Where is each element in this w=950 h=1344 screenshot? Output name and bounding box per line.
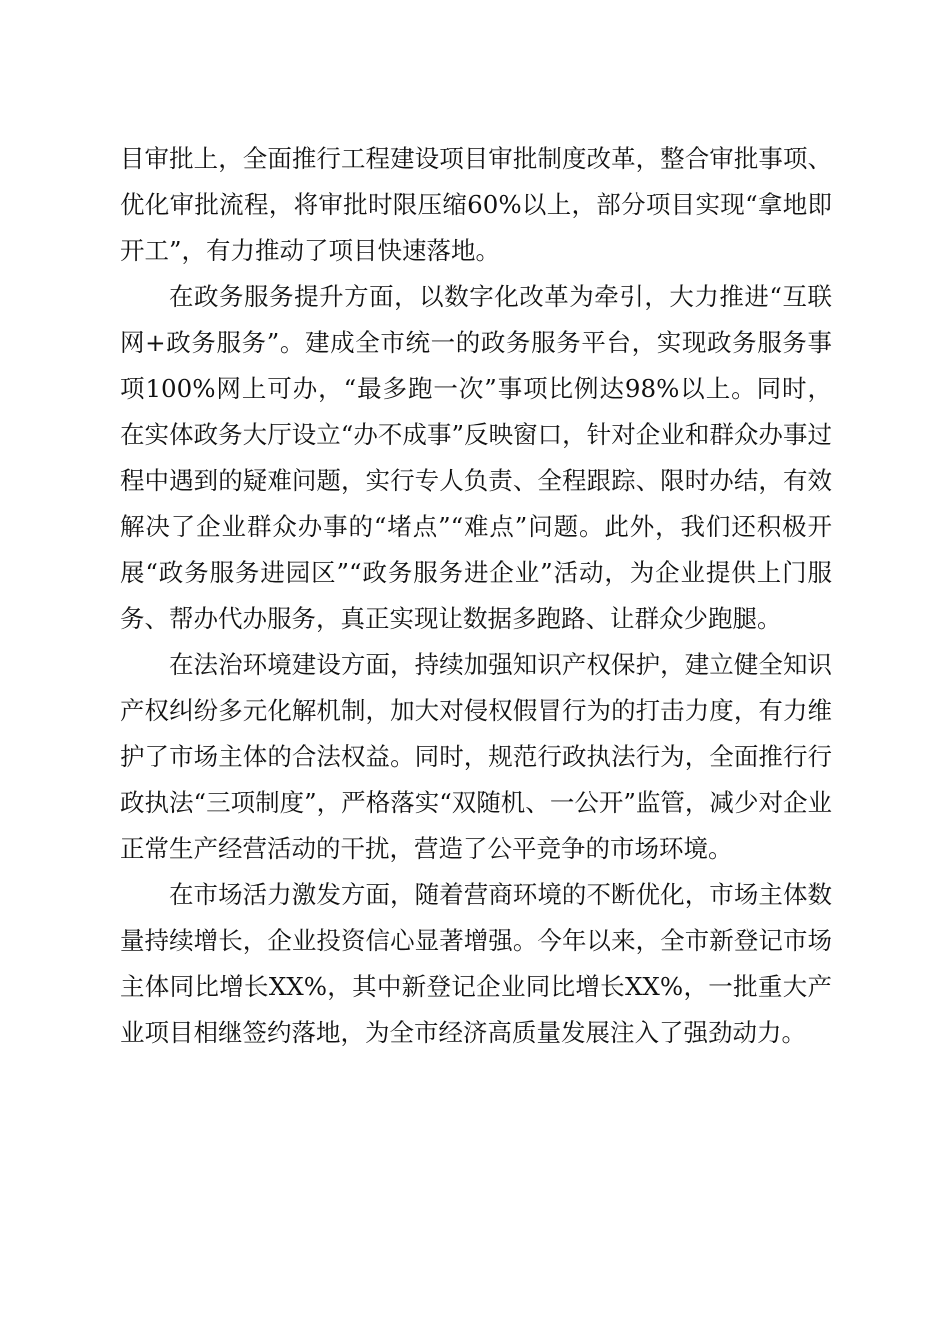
document-body xyxy=(120,136,832,1056)
paragraph-project-approval: 目审批上，全面推行工程建设项目审批制度改革，整合审批事项、优化审批流程，将审批时限压缩60%以上，部分项目实现“拿地即开工”，有力推动了项目快速落地。 xyxy=(120,144,832,265)
paragraph-government-services: 在政务服务提升方面，以数字化改革为牵引，大力推进“互联网+政务服务”。建成全市统一的政务服务平台，实现政务服务事项100%网上可办，“最多跑一次”事项比例达98%以上。同时，在实体政务大厅设立“办不成事”反映窗口，针对企业和群众办事过程中遇到的疑难问题，实行专人负责、全程跟踪、限时办结，有效解决了企业群众办事的“堵点”“难点”问题。此外，我们还积极开展“政务服务进园区”“政务服务进企业”活动，为企业提供上门服务、帮办代办服务，真正实现让数据多跑路、让群众少跑腿。 xyxy=(120,282,832,633)
paragraph-market-vitality: 在市场活力激发方面，随着营商环境的不断优化，市场主体数量持续增长，企业投资信心显著增强。今年以来，全市新登记市场主体同比增长XX%，其中新登记企业同比增长XX%，一批重大产业项目相继签约落地，为全市经济高质量发展注入了强劲动力。 xyxy=(120,880,832,1047)
paragraph-legal-environment: 在法治环境建设方面，持续加强知识产权保护，建立健全知识产权纠纷多元化解机制，加大对侵权假冒行为的打击力度，有力维护了市场主体的合法权益。同时，规范行政执法行为，全面推行行政执法“三项制度”，严格落实“双随机、一公开”监管，减少对企业正常生产经营活动的干扰，营造了公平竞争的市场环境。 xyxy=(120,650,832,863)
